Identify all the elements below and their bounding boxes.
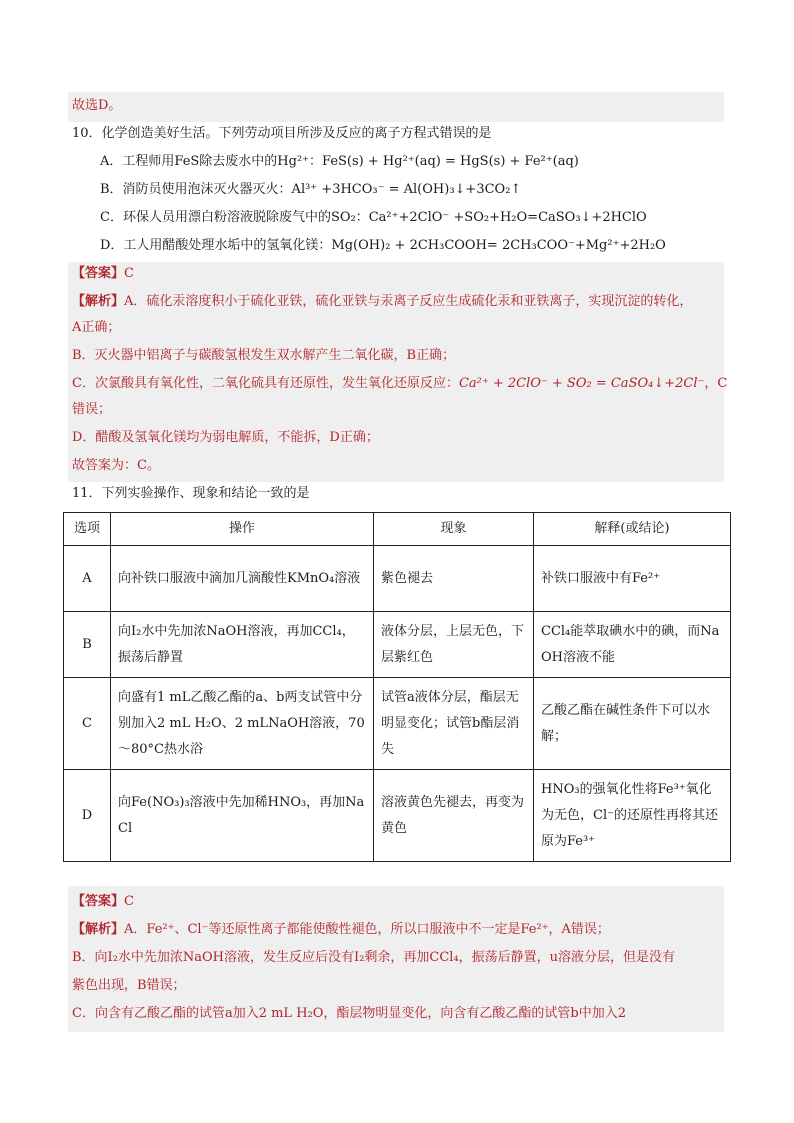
- cell-phenomenon: 试管a液体分层，酯层无明显变化；试管b酯层消失: [374, 678, 534, 770]
- cell-operation: 向I₂水中先加浓NaOH溶液，再加CCl₄，振荡后静置: [111, 612, 374, 678]
- q10-analysis-5: 故答案为：C。: [72, 458, 160, 473]
- cell-explanation: 补铁口服液中有Fe²⁺: [534, 546, 731, 612]
- table-row: [64, 612, 731, 678]
- header-operation: 操作: [111, 513, 374, 546]
- q10-analysis-1: [72, 292, 692, 312]
- cell-option: B: [64, 612, 111, 678]
- table-row: [64, 678, 731, 770]
- header-option: 选项: [64, 513, 111, 546]
- table-header-row: [64, 513, 731, 546]
- q11-stem: 11．下列实验操作、现象和结论一致的是: [72, 486, 310, 501]
- q11-analysis-2b: 紫色出现，B错误；: [72, 978, 186, 993]
- q10-option-a: A．工程师用FeS除去废水中的Hg²⁺：FeS(s) + Hg²⁺(aq) = HgS(s) + Fe²⁺(aq): [100, 154, 579, 169]
- analysis-text: A．Fe²⁺、Cl⁻等还原性离子都能使酸性褪色，所以口服液中不一定是Fe²⁺，A错误；: [124, 922, 610, 937]
- table-row: [64, 770, 731, 862]
- cell-phenomenon: 液体分层，上层无色，下层紫红色: [374, 612, 534, 678]
- q10-option-d: D．工人用醋酸处理水垢中的氢氧化镁：Mg(OH)₂ + 2CH₃COOH= 2CH₃COO⁻+Mg²⁺+2H₂O: [100, 238, 666, 253]
- cell-option: D: [64, 770, 111, 862]
- cell-operation: 向Fe(NO₃)₃溶液中先加稀HNO₃，再加NaCl: [111, 770, 374, 862]
- q10-stem: 10．化学创造美好生活。下列劳动项目所涉及反应的离子方程式错误的是: [72, 126, 492, 141]
- cell-operation: 向盛有1 mL乙酸乙酯的a、b两支试管中分别加入2 mL H₂O、2 mLNaOH溶液，70～80°C热水浴: [111, 678, 374, 770]
- cell-phenomenon: 紫色褪去: [374, 546, 534, 612]
- q10-option-b: B．消防员使用泡沫灭火器灭火：Al³⁺ +3HCO₃⁻ = Al(OH)₃↓+3CO₂↑: [100, 182, 522, 197]
- answer-shade-top: [68, 92, 724, 122]
- header-explanation: 解释(或结论): [534, 513, 731, 546]
- analysis-label: 【解析】: [72, 922, 125, 937]
- analysis-c-equation: Ca²⁺ + 2ClO⁻ + SO₂ = CaSO₄↓+2Cl⁻: [458, 376, 705, 391]
- q10-analysis-1b: A正确；: [72, 320, 121, 335]
- q10-option-c: C．环保人员用漂白粉溶液脱除废气中的SO₂：Ca²⁺+2ClO⁻ +SO₂+H₂O=CaSO₃↓+2HClO: [100, 210, 647, 225]
- q10-analysis-4: D．醋酸及氢氧化镁均为弱电解质，不能拆，D正确；: [72, 430, 379, 445]
- answer-label: 【答案】: [72, 266, 125, 281]
- q11-analysis-2: B．向I₂水中先加浓NaOH溶液，发生反应后没有I₂剩余，再加CCl₄，振荡后静置，u溶液分层，但是没有: [72, 950, 676, 965]
- table-row: [64, 546, 731, 612]
- q11-analysis-3: C．向含有乙酸乙酯的试管a加入2 mL H₂O，酯层物明显变化，向含有乙酸乙酯的试管b中加入2: [72, 1006, 626, 1021]
- prev-conclusion: 故选D。: [72, 98, 122, 113]
- cell-option: A: [64, 546, 111, 612]
- analysis-text: A．硫化汞溶度积小于硫化亚铁，硫化亚铁与汞离子反应生成硫化汞和亚铁离子，实现沉淀的转化，: [124, 294, 693, 309]
- analysis-c-text: C．次氯酸具有氧化性，二氧化硫具有还原性，发生氧化还原反应：: [72, 376, 459, 391]
- q10-analysis-3: [72, 374, 727, 394]
- cell-explanation: CCl₄能萃取碘水中的碘，而NaOH溶液不能: [534, 612, 731, 678]
- cell-operation: 向补铁口服液中滴加几滴酸性KMnO₄溶液: [111, 546, 374, 612]
- cell-option: C: [64, 678, 111, 770]
- header-phenomenon: 现象: [374, 513, 534, 546]
- answer-value: C: [124, 894, 134, 909]
- cell-explanation: 乙酸乙酯在碱性条件下可以水解；: [534, 678, 731, 770]
- cell-phenomenon: 溶液黄色先褪去，再变为黄色: [374, 770, 534, 862]
- analysis-c-tail: ，C: [704, 376, 728, 391]
- q10-analysis-2: B．灭火器中铝离子与碳酸氢根发生双水解产生二氧化碳，B正确；: [72, 348, 456, 363]
- answer-label: 【答案】: [72, 894, 125, 909]
- answer-value: C: [124, 266, 134, 281]
- q11-answer: [72, 892, 134, 912]
- cell-explanation: HNO₃的强氧化性将Fe³⁺氧化为无色，Cl⁻的还原性再将其还原为Fe³⁺: [534, 770, 731, 862]
- q10-answer: [72, 264, 134, 284]
- q10-analysis-3b: 错误；: [72, 402, 112, 417]
- q11-table: [63, 512, 731, 862]
- analysis-label: 【解析】: [72, 294, 125, 309]
- q11-analysis-1: [72, 920, 610, 940]
